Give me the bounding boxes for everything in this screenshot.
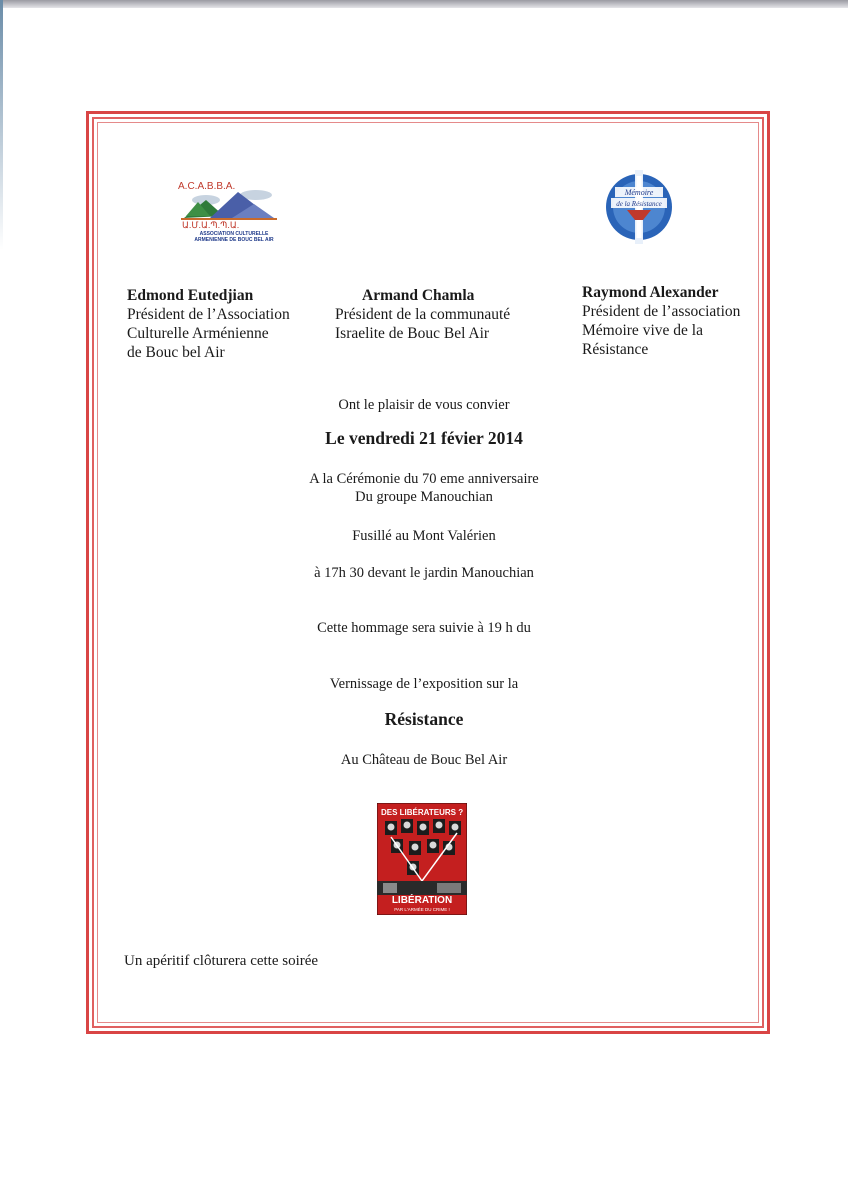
- scan-edge-left: [0, 0, 3, 250]
- acabba-logo: [176, 178, 292, 244]
- invitation-intro: Ont le plaisir de vous convier: [338, 397, 510, 413]
- followed-line: Cette hommage sera suivie à 19 h du: [317, 620, 531, 636]
- organizer-title-line: Culturelle Arménienne: [127, 325, 269, 342]
- scan-edge-top: [0, 0, 848, 8]
- logo-name-line1: ASSOCIATION CULTURELLE: [199, 231, 269, 237]
- invitation-date: Le vendredi 21 févier 2014: [325, 428, 523, 448]
- poster-top-text: DES LIBÉRATEURS ?: [381, 808, 464, 817]
- logo-armenian: Ա.Մ.Ա.Պ.Պ.Ա.: [182, 220, 240, 230]
- organizer-chamla: [335, 286, 535, 343]
- organizer-title-line: Mémoire vive de la: [582, 322, 703, 339]
- organizer-title-line: de Bouc bel Air: [127, 344, 225, 361]
- theme-line: Résistance: [384, 709, 464, 729]
- closing-line: Un apéritif clôturera cette soirée: [124, 953, 319, 969]
- logo-top-text: Mémoire: [624, 188, 654, 197]
- organizer-title-line: Président de la communauté: [335, 306, 511, 323]
- logo-acronym: A.C.A.B.B.A.: [178, 181, 236, 192]
- vernissage-line: Vernissage de l’exposition sur la: [329, 676, 519, 692]
- organizer-name: Raymond Alexander: [582, 284, 719, 301]
- poster-bottom-text: LIBÉRATION: [391, 895, 453, 906]
- affiche-rouge-poster: [377, 803, 467, 915]
- organizer-title-line: Israelite de Bouc Bel Air: [335, 325, 490, 342]
- organizer-name: Edmond Eutedjian: [127, 287, 254, 304]
- organizer-eutedjian: [127, 286, 327, 362]
- organizer-title-line: Président de l’association: [582, 303, 741, 320]
- organizer-title-line: Résistance: [582, 341, 649, 358]
- time-place-line: à 17h 30 devant le jardin Manouchian: [314, 565, 534, 581]
- executed-line: Fusillé au Mont Valérien: [352, 528, 496, 544]
- organizer-name: Armand Chamla: [362, 287, 475, 304]
- memoire-resistance-logo: [603, 170, 675, 244]
- poster-sub-text: PAR L'ARMÉE DU CRIME !: [394, 907, 450, 912]
- logo-bottom-text: de la Résistance: [616, 200, 662, 208]
- ceremony-line-2: Du groupe Manouchian: [355, 489, 493, 505]
- organizer-alexander: [582, 283, 762, 359]
- ceremony-line-1: A la Cérémonie du 70 eme anniversaire: [309, 471, 539, 487]
- location-line: Au Château de Bouc Bel Air: [340, 752, 508, 768]
- logo-name-line2: ARMENIENNE DE BOUC BEL AIR: [194, 237, 274, 243]
- organizer-title-line: Président de l’Association: [127, 306, 290, 323]
